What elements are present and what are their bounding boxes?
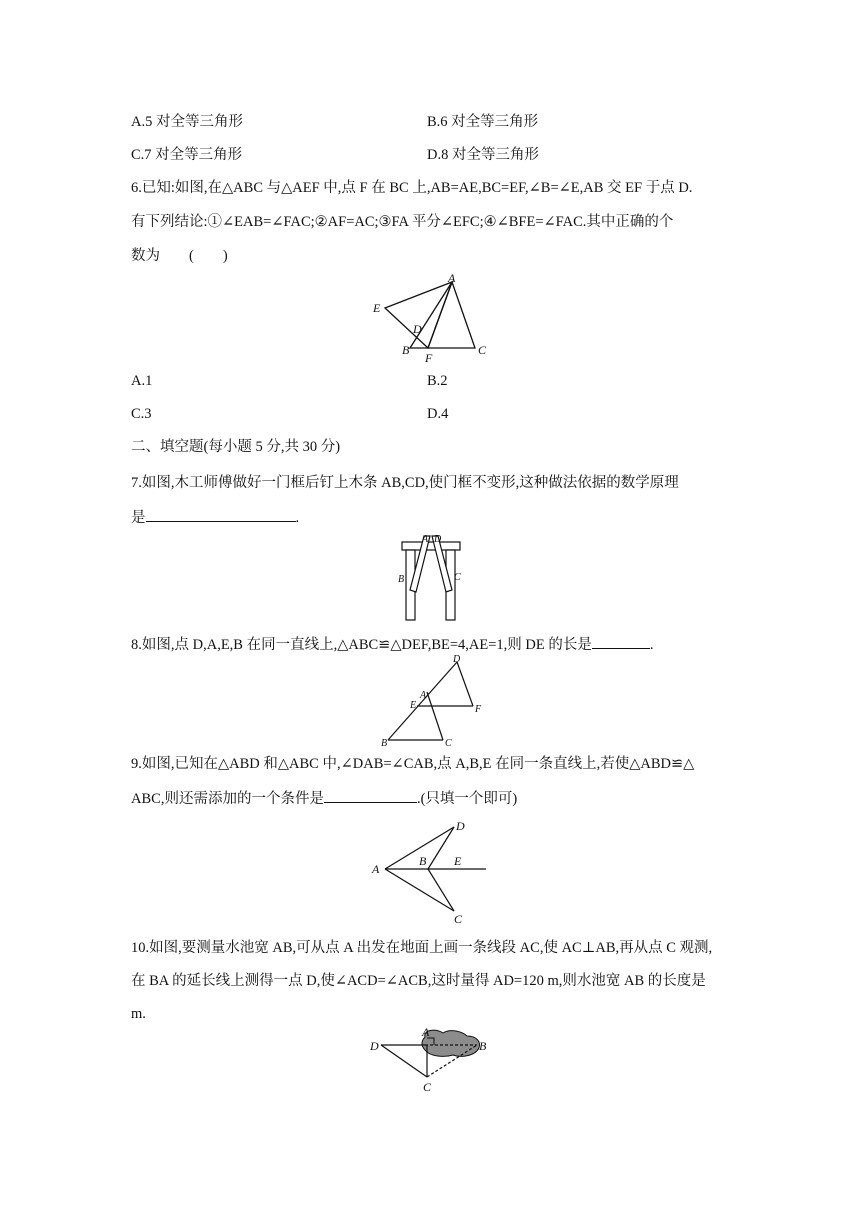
q8-prefix: 8.如图,点 D,A,E,B 在同一直线上,△ABC≌△DEF,BE=4,AE=1,则 DE 的长是 xyxy=(131,637,592,653)
label-b: B xyxy=(419,854,427,868)
q10-stem-line1: 10.如图,要测量水池宽 AB,可从点 A 出发在地面上画一条线段 AC,使 AC⊥AB,再从点 C 观测, xyxy=(131,940,713,956)
label-c: C xyxy=(454,912,463,926)
q9-suffix: .(只填一个即可) xyxy=(416,791,518,807)
label-d: D xyxy=(453,654,461,665)
q6-option-a: A.1 xyxy=(131,373,153,389)
label-a: A xyxy=(448,271,456,285)
q5-option-b: B.6 对全等三角形 xyxy=(427,114,539,130)
label-e: E xyxy=(410,700,417,711)
triangle-aef xyxy=(385,282,452,348)
q6-option-c: C.3 xyxy=(131,406,152,422)
segment-ac xyxy=(427,692,443,740)
label-c: C xyxy=(423,1080,432,1094)
label-a: A xyxy=(372,862,380,876)
q6-stem-line1: 6.已知:如图,在△ABC 与△AEF 中,点 F 在 BC 上,AB=AE,BC=EF,∠B=∠E,AB 交 EF 于点 D. xyxy=(131,180,693,196)
q6-stem-line2: 有下列结论:①∠EAB=∠FAC;②AF=AC;③FA 平分∠EFC;④∠BFE=∠FAC.其中正确的个 xyxy=(131,214,674,230)
section-heading: 二、填空题(每小题 5 分,共 30 分) xyxy=(131,439,341,455)
label-c: C xyxy=(478,343,487,357)
segment-dc xyxy=(381,1045,427,1077)
label-b: B xyxy=(381,738,388,749)
q10-figure xyxy=(365,1024,505,1099)
label-d: D xyxy=(413,322,422,336)
label-d: D xyxy=(434,534,442,545)
q9-prefix: ABC,则还需添加的一个条件是 xyxy=(131,791,324,807)
segment-bd xyxy=(428,827,454,869)
label-f: F xyxy=(475,704,482,715)
segment-df xyxy=(457,662,473,706)
q7-suffix: . xyxy=(295,510,300,526)
label-d: D xyxy=(456,819,465,833)
q7-stem-line1: 7.如图,木工师傅做好一门框后钉上木条 AB,CD,使门框不变形,这种做法依据的数学原理 xyxy=(131,475,679,491)
q5-option-d: D.8 对全等三角形 xyxy=(427,147,539,163)
q7-prefix: 是 xyxy=(131,510,146,526)
q5-option-c: C.7 对全等三角形 xyxy=(131,147,243,163)
triangle-abc xyxy=(410,282,475,348)
q9-stem-line2 xyxy=(131,788,517,809)
q9-figure xyxy=(368,815,498,925)
q7-answer-blank[interactable] xyxy=(146,507,296,522)
q8-figure xyxy=(375,652,495,747)
q6-option-d: D.4 xyxy=(427,406,449,422)
q6-figure xyxy=(360,270,500,365)
q10-stem-line3: m. xyxy=(131,1006,146,1022)
label-a: A xyxy=(422,534,429,545)
door-top-beam xyxy=(402,542,460,550)
label-e: E xyxy=(454,854,462,868)
line-dabe xyxy=(388,662,457,740)
label-e: E xyxy=(373,301,381,315)
q9-stem-line1: 9.如图,已知在△ABD 和△ABC 中,∠DAB=∠CAB,点 A,B,E 在同一条直线上,若使△ABD≌△ xyxy=(131,756,695,772)
pond-shape xyxy=(422,1030,480,1056)
label-a: A xyxy=(420,690,427,701)
label-c: C xyxy=(454,572,461,583)
q7-figure xyxy=(396,530,466,625)
label-b: B xyxy=(402,343,410,357)
label-f: F xyxy=(425,351,433,365)
q8-suffix: . xyxy=(649,637,654,653)
label-b: B xyxy=(398,574,405,585)
segment-bc xyxy=(428,869,454,911)
q6-stem-line3: 数为 ( ) xyxy=(131,248,228,264)
q9-answer-blank[interactable] xyxy=(324,788,417,803)
segment-ac xyxy=(385,869,454,911)
label-a: A xyxy=(422,1025,430,1039)
label-b: B xyxy=(479,1039,487,1053)
label-c: C xyxy=(445,738,452,749)
q5-option-a: A.5 对全等三角形 xyxy=(131,114,243,130)
q10-stem-line2: 在 BA 的延长线上测得一点 D,使∠ACD=∠ACB,这时量得 AD=120 m,则水池宽 AB 的长度是 xyxy=(131,973,706,989)
q6-option-b: B.2 xyxy=(427,373,448,389)
q8-answer-blank[interactable] xyxy=(592,634,650,649)
q7-stem-line2 xyxy=(131,507,299,528)
label-d: D xyxy=(370,1039,379,1053)
